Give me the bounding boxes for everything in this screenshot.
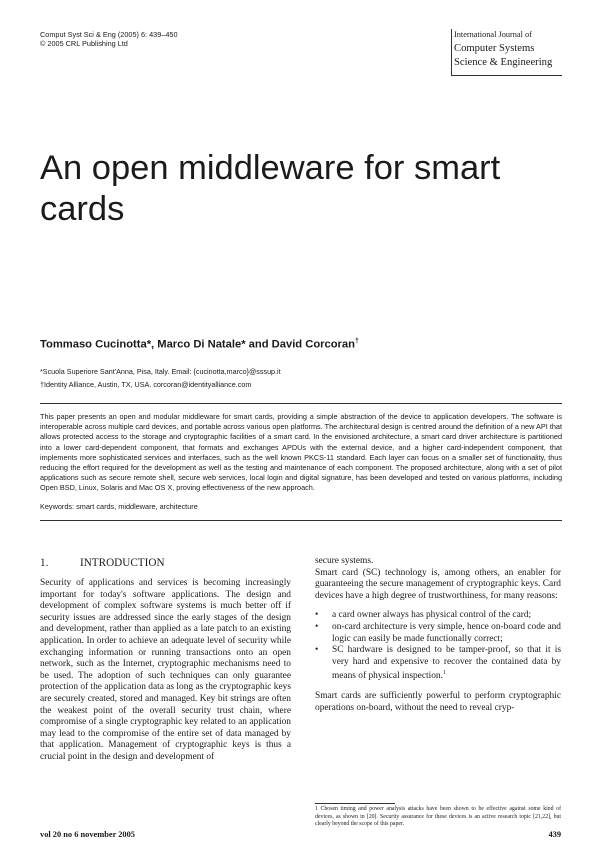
dagger-mark: † (354, 338, 359, 345)
list-item (315, 622, 561, 645)
footnote (315, 806, 561, 829)
body-paragraph: Smart cards are sufficiently powerful to perform cryptographic operations on-board, without the need to reveal cryp- (315, 691, 561, 713)
affiliation: *Scuola Superiore Sant'Anna, Pisa, Italy. Email: {cucinotta,marco}@sssup.it (40, 367, 281, 376)
affiliation: †Identity Alliance, Austin, TX, USA. corcoran@identityalliance.com (40, 380, 252, 389)
section-title: INTRODUCTION (80, 557, 165, 569)
list-item-text: a card owner always has physical control of the card; (332, 610, 532, 621)
abstract: This paper presents an open and modular middleware for smart cards, providing a simple abstraction of the device to application developers. The software is interoperable across multiple card devices, and portable across various open platforms. The architectural design is centred around the definition of a new API that allows protected access to the storage and cryptographic facilities of a smart card. In the envisioned architecture, a smart card driver architecture is partitioned into a lower card-dependent component, that formats and exchanges APDUs with the external device, and a higher card-independent component, that implements more sophisticated services and interfaces, such as the well known PKCS-11 standard. Each layer can focus on a smaller set of functionality, thus reducing the effort required for the development as well as the testing and maintenance of each component. The proposed architecture, along with a set of pilot applications such as secure remote shell, secure web services, local login and digital signature, has been developed and tested on various platforms, including Open BSD, Linux, Solaris and Mac OS X, proving effectiveness of the new approach. (40, 412, 562, 493)
journal-name-line: International Journal of (454, 30, 532, 39)
list-item-text: SC hardware is designed to be tamper-proof, so that it is very hard and expensive to recover the contained data by means of physical inspection. (332, 645, 561, 682)
body-paragraph: Security of applications and services is becoming increasingly important for today's software applications. The design and development of complex software systems is much better off if security issues are addressed since the early stages of the design and development, rather than applied as a late patch to an existing application. In order to achieve an adequate level of security while exchanging information or running transactions onto an open network, such as the Internet, cryptographic mechanisms need to be used. The adoption of such techniques can only guarantee protection of the application data as long as the cryptographic keys are securely created, stored and managed. Key bit strings are often the weakest point of the overall security trust chain, where compromise of a single cryptographic key related to an application may lead to the compromise of the entire set of data managed by that application. Management of cryptographic keys is thus a crucial point in the design and development of (40, 578, 291, 762)
list-item (315, 610, 561, 622)
copyright-line: © 2005 CRL Publishing Ltd (40, 39, 128, 48)
body-paragraph: secure systems. (315, 556, 374, 566)
abstract-bottom-rule (40, 520, 562, 521)
citation-line: Comput Syst Sci & Eng (2005) 6: 439–450 (40, 30, 178, 39)
author-list (40, 338, 359, 351)
footnote-ref[interactable]: 1 (442, 670, 446, 677)
footnote-text: Chosen timing and power analysis attacks have been shown to be effective against some kind of devices, as shown in [20]. Security assurance for these devices is an active research topic [21,22], but clearly beyond the scope of this paper. (315, 806, 561, 828)
bullet-glyph: • (315, 645, 319, 656)
author-names: Tommaso Cucinotta*, Marco Di Natale* and David Corcoran (40, 338, 355, 351)
left-column (40, 578, 291, 764)
list-item-text: on-card architecture is very simple, hence on-board code and logic can easily be made functionally correct; (332, 621, 561, 644)
footnote-mark: 1 (315, 806, 318, 812)
bullet-list (315, 610, 561, 683)
keywords: Keywords: smart cards, middleware, architecture (40, 502, 198, 511)
journal-name-box (451, 29, 562, 76)
page-number: 439 (548, 830, 561, 839)
issue-info: vol 20 no 6 november 2005 (40, 830, 135, 839)
bullet-glyph: • (315, 610, 319, 621)
footnote-rule (315, 803, 395, 804)
paper-title: An open middleware for smart cards (40, 149, 501, 228)
list-item (315, 645, 561, 683)
right-column (315, 556, 561, 714)
citation-block (40, 30, 178, 48)
abstract-top-rule (40, 403, 562, 404)
bullet-glyph: • (315, 621, 319, 632)
section-heading (40, 557, 165, 569)
journal-name-line: Science & Engineering (454, 57, 553, 68)
body-paragraph: Smart card (SC) technology is, among others, an enabler for guaranteeing the secure management of cryptographic keys. Card devices have a high degree of trustworthiness, for many reasons: (315, 567, 561, 601)
section-number: 1. (40, 557, 49, 569)
journal-name-line: Computer Systems (454, 43, 535, 54)
